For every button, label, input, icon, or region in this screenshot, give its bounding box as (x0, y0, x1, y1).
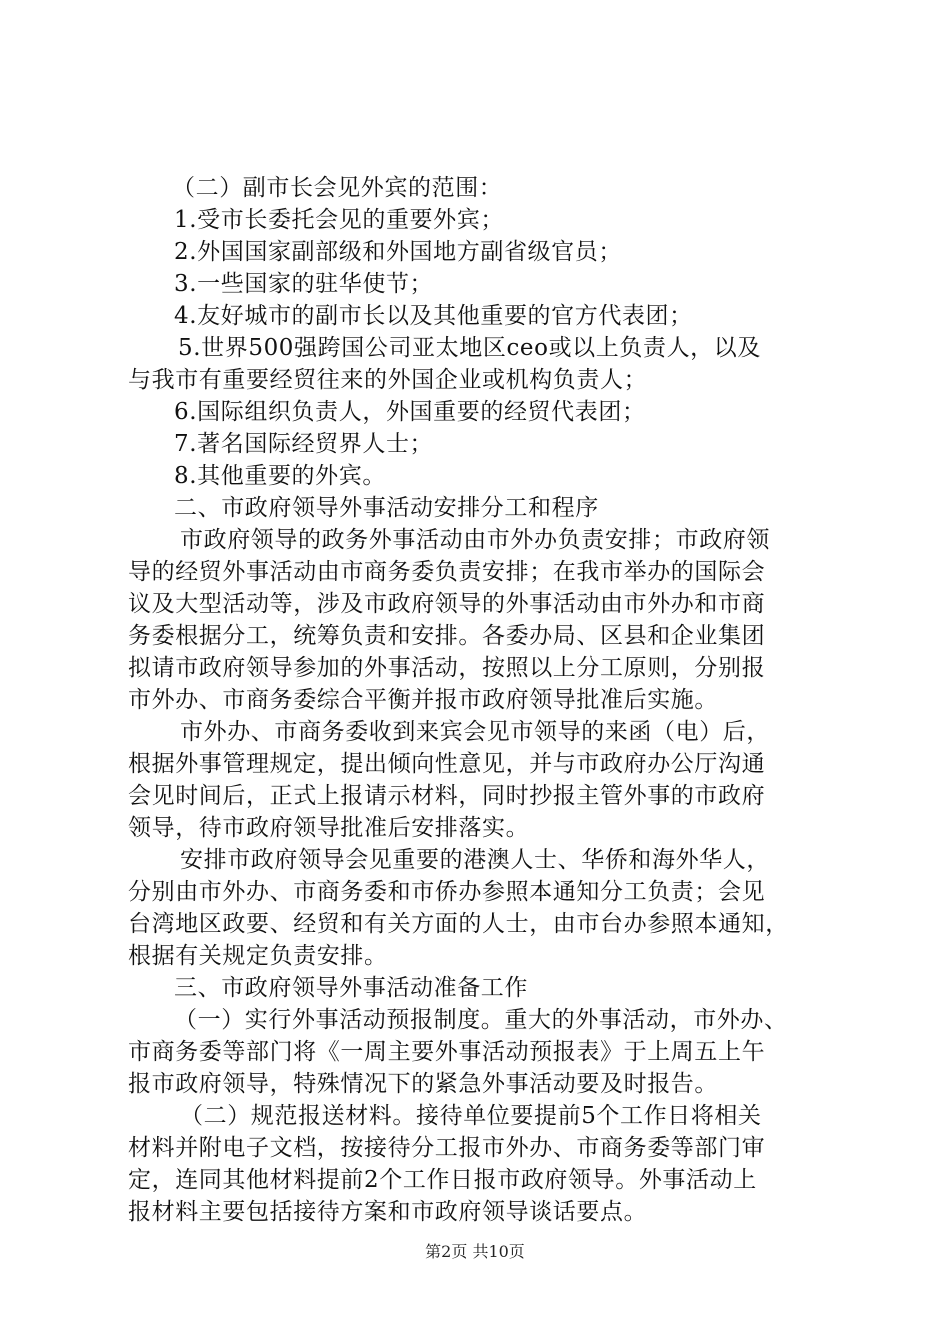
document-line: 4.友好城市的副市长以及其他重要的官方代表团； (174, 303, 693, 329)
document-line: 根据外事管理规定，提出倾向性意见，并与市政府办公厅沟通 (128, 751, 766, 777)
document-line: 报市政府领导，特殊情况下的紧急外事活动要及时报告。 (128, 1071, 718, 1097)
document-line: 根据有关规定负责安排。 (128, 943, 388, 969)
document-line: 会见时间后，正式上报请示材料，同时抄报主管外事的市政府 (128, 783, 766, 809)
document-line: 二、市政府领导外事活动安排分工和程序 (174, 495, 599, 521)
document-line: 8.其他重要的外宾。 (174, 463, 386, 489)
page-footer: 第2页 共10页 (425, 1242, 525, 1261)
document-line: 1.受市长委托会见的重要外宾； (174, 207, 504, 233)
document-line: 报材料主要包括接待方案和市政府领导谈话要点。 (128, 1199, 648, 1225)
document-line: 6.国际组织负责人，外国重要的经贸代表团； (174, 399, 646, 425)
document-line: （二）规范报送材料。接待单位要提前5个工作日将相关 (180, 1103, 762, 1129)
document-line: 与我市有重要经贸往来的外国企业或机构负责人； (128, 367, 648, 393)
document-line: 市外办、市商务委综合平衡并报市政府领导批准后实施。 (128, 687, 718, 713)
document-line: 5.世界500强跨国公司亚太地区ceo或以上负责人，以及 (178, 335, 761, 361)
document-line: 市商务委等部门将《一周主要外事活动预报表》于上周五上午 (128, 1039, 766, 1065)
document-line: 三、市政府领导外事活动准备工作 (174, 975, 528, 1001)
document-line: （二）副市长会见外宾的范围： (172, 175, 503, 201)
document-line: 3.一些国家的驻华使节； (174, 271, 434, 297)
document-line: 材料并附电子文档，按接待分工报市外办、市商务委等部门审 (128, 1135, 766, 1161)
document-line: 分别由市外办、市商务委和市侨办参照本通知分工负责；会见 (128, 879, 766, 905)
document-line: 7.著名国际经贸界人士； (174, 431, 434, 457)
document-line: 市外办、市商务委收到来宾会见市领导的来函（电）后， (180, 719, 770, 745)
document-line: 2.外国国家副部级和外国地方副省级官员； (174, 239, 622, 265)
document-body (128, 172, 848, 1228)
document-line: 务委根据分工，统筹负责和安排。各委办局、区县和企业集团 (128, 623, 766, 649)
document-line: 议及大型活动等，涉及市政府领导的外事活动由市外办和市商 (128, 591, 766, 617)
document-line: 市政府领导的政务外事活动由市外办负责安排；市政府领 (180, 527, 770, 553)
document-line: 导的经贸外事活动由市商务委负责安排；在我市举办的国际会 (128, 559, 766, 585)
document-line: （一）实行外事活动预报制度。重大的外事活动，市外办、 (174, 1007, 788, 1033)
document-line: 台湾地区政要、经贸和有关方面的人士，由市台办参照本通知， (128, 911, 789, 937)
document-line: 定，连同其他材料提前2个工作日报市政府领导。外事活动上 (128, 1167, 757, 1193)
document-line: 拟请市政府领导参加的外事活动，按照以上分工原则，分别报 (128, 655, 766, 681)
document-line: 安排市政府领导会见重要的港澳人士、华侨和海外华人， (180, 847, 770, 873)
document-line: 领导，待市政府领导批准后安排落实。 (128, 815, 530, 841)
